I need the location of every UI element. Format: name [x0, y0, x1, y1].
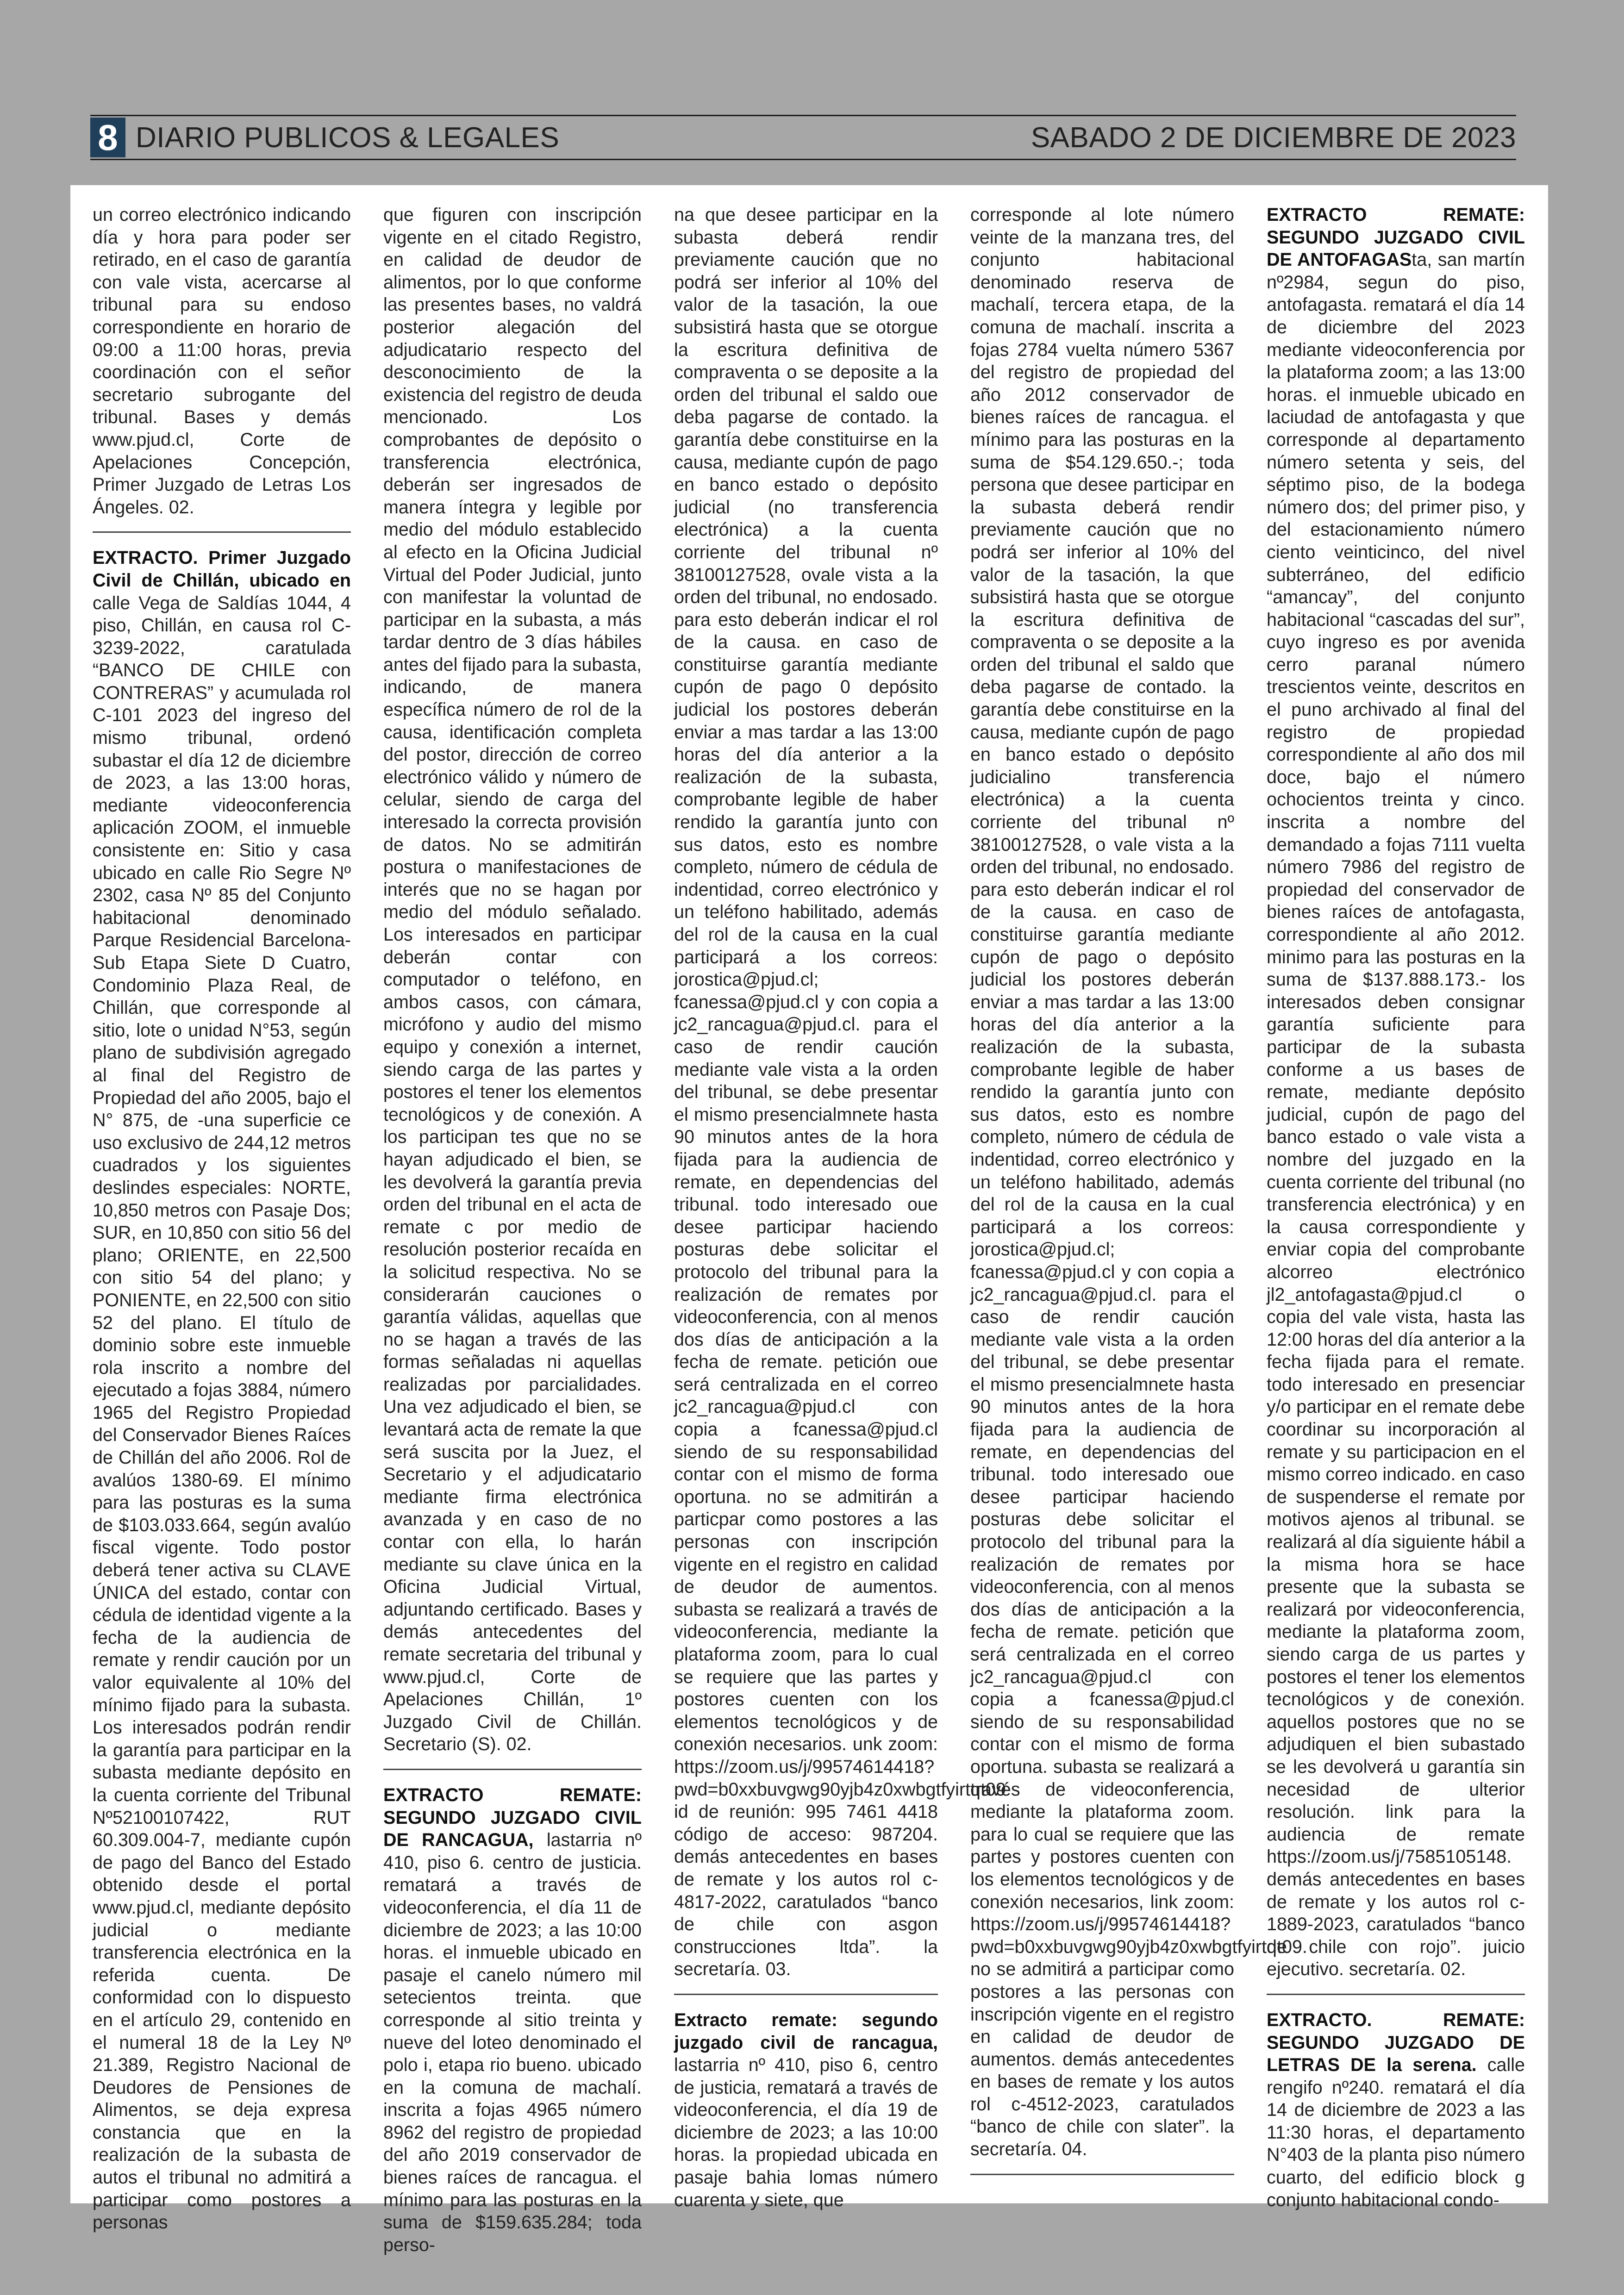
notice-separator	[93, 531, 351, 533]
notice-heading: EXTRACTO REMATE: SEGUNDO JUZGADO CIVIL DE ANTOFAGAS	[1267, 205, 1525, 270]
notice-separator	[383, 1769, 642, 1770]
notice-separator	[674, 1994, 938, 1995]
notice-text: corresponde al lote número veinte de la manzana tres, del conjunto habitacional denominado reserva de machalí, tercera etapa, de la comuna de machalí. inscrita a fojas 2784 vuelta número 5367 del registro de propiedad del año 2012 conservador de bienes raíces de rancagua. el mínimo para las posturas en la suma de $54.129.650.-; toda persona que desee participar en la subasta deberá rendir previamente caución que no podrá ser inferior al 10% del valor de la tasación, la que subsistirá hasta que se otorgue la escritura definitiva de compraventa o se deposite a la orden del tribunal el saldo que deba pagarse de contado. la garantía debe constituirse en la causa, mediante cupón de pago en banco estado o depósito judicialino transferencia electrónica) a la cuenta corriente del tribunal nº 38100127528, o vale vista a la orden del tribunal, no endosado. para esto deberán indicar el rol de la causa. en caso de constituirse garantía mediante cupón de pago o depósito judicial los postores deberán enviar a mas tardar a las 13:00 horas del día anterior a la realización de la subasta, comprobante legible de haber rendido la garantía junto con sus datos, esto es nombre completo, número de cédula de indentidad, correo electrónico y un teléfono habilitado, además del rol de la causa en la cual participará a los correos: jorostica@pjud.cl; fcanessa@pjud.cl y con copia a jc2_rancagua@pjud.cl. para el caso de rendir caución mediante vale vista a la orden del tribunal, se debe presentar el mismo presencialmnete hasta 90 minutos antes de la hora fijada para la audiencia de remate, en dependencias del tribunal. todo interesado oue desee participar haciendo posturas debe solicitar el protocolo del tribunal para la realización de remates por videoconferencia, con al menos dos días de anticipación a la fecha de remate. petición que será centralizada en el correo jc2_rancagua@pjud.cl con copia a fcanessa@pjud.cl siendo de su responsabilidad contar con el mismo de forma oportuna. subasta se realizará a través de videoconferencia, mediante la plataforma zoom. para lo cual se requiere que las partes y postores cuenten con los elementos tecnológicos y de conexión necesarios, link zoom: https://zoom.us/j/99574614418?pwd=b0xxbuvgwg90yjb4z0xwbgtfyirtqt09. no se admitirá a participar como postores a las personas con inscripción vigente en el registro en calidad de deudor de aumentos. demás antecedentes en bases de remate y los autos rol c-4512-2023, caratulados “banco de chile con slater”. la secretaría. 04.	[970, 205, 1307, 2160]
notice-separator	[970, 2174, 1234, 2175]
notice-text: un correo electrónico indicando día y hora para poder ser retirado, en el caso de garantía con vale vista, acercarse al tribunal para su endoso correspondiente en horario de 09:00 a 11:00 horas, previa coordinación con el señor secretario subrogante del tribunal. Bases y demás www.pjud.cl, Corte de Apelaciones Concepción, Primer Juzgado de Letras Los Ángeles. 02.	[93, 205, 351, 518]
page-header	[90, 115, 1516, 160]
page-number: 8	[90, 118, 125, 157]
notice-text: lastarria nº 410, piso 6, centro de justicia, rematará a través de videoconferencia, el día 19 de diciembre de 2023; a las 10:00 horas. la propiedad ubicada en pasaje bahia lomas número cuarenta y siete, que	[674, 2055, 938, 2210]
notice-text: ta, san martín nº2984, segun do piso, antofagasta. rematará el día 14 de diciembre del 2023 mediante videoconferencia por la plataforma zoom; a las 13:00 horas. el inmueble ubicado en laciudad de antofagasta y que corresponde al departamento número setenta y seis, del séptimo piso, de la bodega número dos; del primer piso, y del estacionamiento número ciento veinticinco, del nivel subterráneo, del edificio “amancay”, del conjunto habitacional “cascadas del sur”, cuyo ingreso es por avenida cerro paranal número trescientos veinte, descritos en el puno archivado al final del registro de propiedad correspondiente al año dos mil doce, bajo el número ochocientos treinta y cinco. inscrita a nombre del demandado a fojas 7111 vuelta número 7986 del registro de propiedad del conservador de bienes raíces de antofagasta, correspondiente al año 2012. minimo para las posturas en la suma de $137.888.173.- los interesados deben consignar garantía suficiente para participar de la subasta conforme a us bases de remate, mediante depósito judicial, cupón de pago del banco estado o vale vista a nombre del juzgado en la cuenta corriente del tribunal (no transferencia electrónica) y en la causa correspondiente y enviar copia del comprobante alcorreo electrónico jl2_antofagasta@pjud.cl o copia del vale vista, hasta las 12:00 horas del día anterior a la fecha fijada para el remate. todo interesado en presenciar y/o participar en el remate debe coordinar su incorporación al remate y su participacion en el mismo correo indicado. en caso de suspenderse el remate por motivos ajenos al tribunal. se realizará al día siguiente hábil a la misma hora se hace presente que la subasta se realizará por videoconferencia, mediante la plataforma zoom, siendo carga de us partes y postores el tener los elementos tecnológicos y de conexión. aquellos postores que no se adjudiquen el bien subastado se les devolverá u garantía sin necesidad de ulterior resolución. link para la audiencia de remate https://zoom.us/j/7585105148. demás antecedentes en bases de remate y los autos rol c-1889-2023, caratulados “banco de chile con rojo”. juicio ejecutivo. secretaría. 02.	[1267, 249, 1525, 1980]
page-body	[70, 185, 1548, 2255]
column-3	[674, 204, 1006, 2210]
column-2	[383, 204, 642, 2255]
notice-heading: EXTRACTO. REMATE: SEGUNDO JUZGADO DE LETRAS DE la serena.	[1267, 2009, 1525, 2076]
notice-text: calle Vega de Saldías 1044, 4 piso, Chillán, en causa rol C-3239-2022, caratulada “BANCO DE CHILE con CONTRERAS” y acumulada rol C-101 2023 del ingreso del mismo tribunal, ordenó subastar el día 12 de diciembre de 2023, a las 13:00 horas, mediante videoconferencia aplicación ZOOM, el inmueble consistente en: Sitio y casa ubicado en calle Rio Segre Nº 2302, casa Nº 85 del Conjunto habitacional denominado Parque Residencial Barcelona-Sub Etapa Siete D Cuatro, Condominio Plaza Real, de Chillán, que corresponde al sitio, lote o unidad N°53, según plano de subdivisión agregado al final del Registro de Propiedad del año 2005, bajo el N° 875, de -una superficie ce uso exclusivo de 244,12 metros cuadrados y los siguientes deslindes especiales: NORTE, 10,850 metros con Pasaje Dos; SUR, en 10,850 con sitio 56 del plano; ORIENTE, en 22,500 con sitio 54 del plano; y PONIENTE, en 22,500 con sitio 52 del plano. El título de dominio sobre este inmueble rola inscrito a nombre del ejecutado a fojas 3884, número 1965 del Registro Propiedad del Conservador Bienes Raíces de Chillán del año 2006. Rol de avalúos 1380-69. El mínimo para las posturas es la suma de $103.033.664, según avalúo fiscal vigente. Todo postor deberá tener activa su CLAVE ÚNICA del estado, contar con cédula de identidad vigente a la fecha de la audiencia de remate y rendir caución por un valor equivalente al 10% del mínimo fijado para la subasta. Los interesados podrán rendir la garantía para participar en la subasta mediante depósito en la cuenta corriente del Tribunal Nº52100107422, RUT 60.309.004-7, mediante cupón de pago del Banco del Estado obtenido desde el portal www.pjud.cl, mediante depósito judicial o mediante transferencia electrónica en la referida cuenta. De conformidad con lo dispuesto en el artículo 29, contenido en el numeral 18 de la Ley Nº 21.389, Registro Nacional de Deudores de Pensiones de Alimentos, se deja expresa constancia que en la realización de la subasta de autos el tribunal no admitirá a participar como postores a personas	[93, 592, 351, 2233]
notice-text: que figuren con inscripción vigente en el citado Registro, en calidad de deudor de alimentos, por lo que conforme las presentes bases, no valdrá posterior alegación del adjudicatario respecto del desconocimiento de la existencia del registro de deuda mencionado. Los comprobantes de depósito o transferencia electrónica, deberán ser ingresados de manera íntegra y legible por medio del módulo establecido al efecto en la Oficina Judicial Virtual del Poder Judicial, junto con manifestar la voluntad de participar en la subasta, a más tardar dentro de 3 días hábiles antes del fijado para la subasta, indicando, de manera específica número de rol de la causa, identificación completa del postor, dirección de correo electrónico válido y número de celular, siendo de carga del interesado la correcta provisión de datos. No se admitirán postura o manifestaciones de interés que no se hagan por medio del módulo señalado. Los interesados en participar deberán contar con computador o teléfono, en ambos casos, con cámara, micrófono y audio del mismo equipo y conexión a internet, siendo carga de las partes y postores el tener los elementos tecnológicos y de conexión. A los participan tes que no se hayan adjudicado el bien, se les devolverá la garantía previa orden del tribunal en el acta de remate c por medio de resolución posterior recaída en la solicitud respectiva. No se considerarán cauciones o garantía válidas, aquellas que no se hagan a través de las formas señaladas ni aquellas realizadas por parcialidades. Una vez adjudicado el bien, se levantará acta de remate la que será suscita por la Juez, el Secretario y el adjudicatario mediante firma electrónica avanzada y en caso de no contar con ella, lo harán mediante su clave única en la Oficina Judicial Virtual, adjuntando certificado. Bases y demás antecedentes del remate secretaria del tribunal y www.pjud.cl, Corte de Apelaciones Chillán, 1º Juzgado Civil de Chillán. Secretario (S). 02.	[383, 205, 642, 1755]
column-4	[970, 204, 1307, 2194]
column-1	[93, 204, 351, 2233]
legal-notice	[674, 204, 1006, 1981]
notice-heading: EXTRACTO REMATE: SEGUNDO JUZGADO CIVIL DE RANCAGUA,	[383, 1784, 642, 1851]
legal-notice	[93, 547, 351, 2234]
notice-heading: EXTRACTO. Primer Juzgado Civil de Chillán, ubicado en	[93, 548, 351, 591]
notice-text: lastarria nº 410, piso 6. centro de justicia. rematará a través de videoconferencia, el día 11 de diciembre de 2023; a las 10:00 horas. el inmueble ubicado en pasaje el canelo número mil setecientos treinta. que corresponde al sitio treinta y nueve del loteo denominado el polo i, etapa rio bueno. ubicado en la comuna de machalí. inscrita a fojas 4965 número 8962 del registro de propiedad del año 2019 conservador de bienes raíces de rancagua. el mínimo para las posturas en la suma de $159.635.284; toda perso-	[383, 1830, 642, 2255]
legal-notice	[383, 1784, 642, 2256]
legal-notice	[93, 204, 351, 518]
notice-text: na que desee participar en la subasta deberá rendir previamente caución que no podrá ser inferior al 10% del valor de la tasación, la oue subsistirá hasta que se otorgue la escritura definitiva de compraventa o se deposite a la orden del tribunal el saldo oue deba pagarse de contado. la garantía debe constituirse en la causa, mediante cupón de pago en banco estado o depósito judicial (no transferencia electrónica) a la cuenta corriente del tribunal nº 38100127528, ovale vista a la orden del tribunal, no endosado. para esto deberán indicar el rol de la causa. en caso de constituirse garantía mediante cupón de pago 0 depósito judicial los postores deberán enviar a mas tardar a las 13:00 horas del día anterior a la realización de la subasta, comprobante legible de haber rendido la garantía junto con sus datos, esto es nombre completo, número de cédula de indentidad, correo electrónico y un teléfono habilitado, además del rol de la causa en la cual participará a los correos: jorostica@pjud.cl; fcanessa@pjud.cl y con copia a jc2_rancagua@pjud.cl. para el caso de rendir caución mediante vale vista a la orden del tribunal, se debe presentar el mismo presencialmnete hasta 90 minutos antes de la hora fijada para la audiencia de remate, en dependencias del tribunal. todo interesado oue desee participar haciendo posturas debe solicitar el protocolo del tribunal para la realización de remates por videoconferencia, con al menos dos días de anticipación a la fecha de remate. petición oue será centralizada en el correo jc2_rancagua@pjud.cl con copia a fcanessa@pjud.cl siendo de su responsabilidad contar con el mismo de forma oportuna. no se admitirán a particpar como postores a las personas con inscripción vigente en el registro en calidad de deudor de aumentos. subasta se realizará a través de videoconferencia, mediante la plataforma zoom, para lo cual se requiere que las partes y postores cuenten con los elementos tecnológicos y de conexión necesarios. unk zoom: https://zoom.us/j/99574614418?pwd=b0xxbuvgwg90yjb4z0xwbgtfyirtqt09 id de reunión: 995 7461 4418 código de acceso: 987204. demás antecedentes en bases de remate y los autos rol c-4817-2022, caratulados “banco de chile con asgon construcciones ltda”. la secretaría. 03.	[674, 205, 1006, 1980]
legal-notice	[383, 204, 642, 1756]
notice-separator	[1267, 1994, 1525, 1995]
legal-notice	[1267, 2009, 1525, 2211]
legal-notice	[970, 204, 1307, 2161]
legal-notice	[1267, 204, 1525, 1981]
notice-text: calle rengifo nº240. rematará el día 14 de diciembre de 2023 a las 11:30 horas, el departamento N°403 de la planta piso número cuarto, del edificio block g conjunto habitacional condo-	[1267, 2055, 1525, 2210]
publication-date: SABADO 2 DE DICIEMBRE DE 2023	[1031, 121, 1516, 154]
legal-notice	[674, 2009, 938, 2211]
column-5	[1267, 204, 1525, 2210]
notice-heading: Extracto remate: segundo juzgado civil de rancagua,	[674, 2009, 938, 2053]
publication-name: DIARIO PUBLICOS & LEGALES	[136, 121, 560, 154]
